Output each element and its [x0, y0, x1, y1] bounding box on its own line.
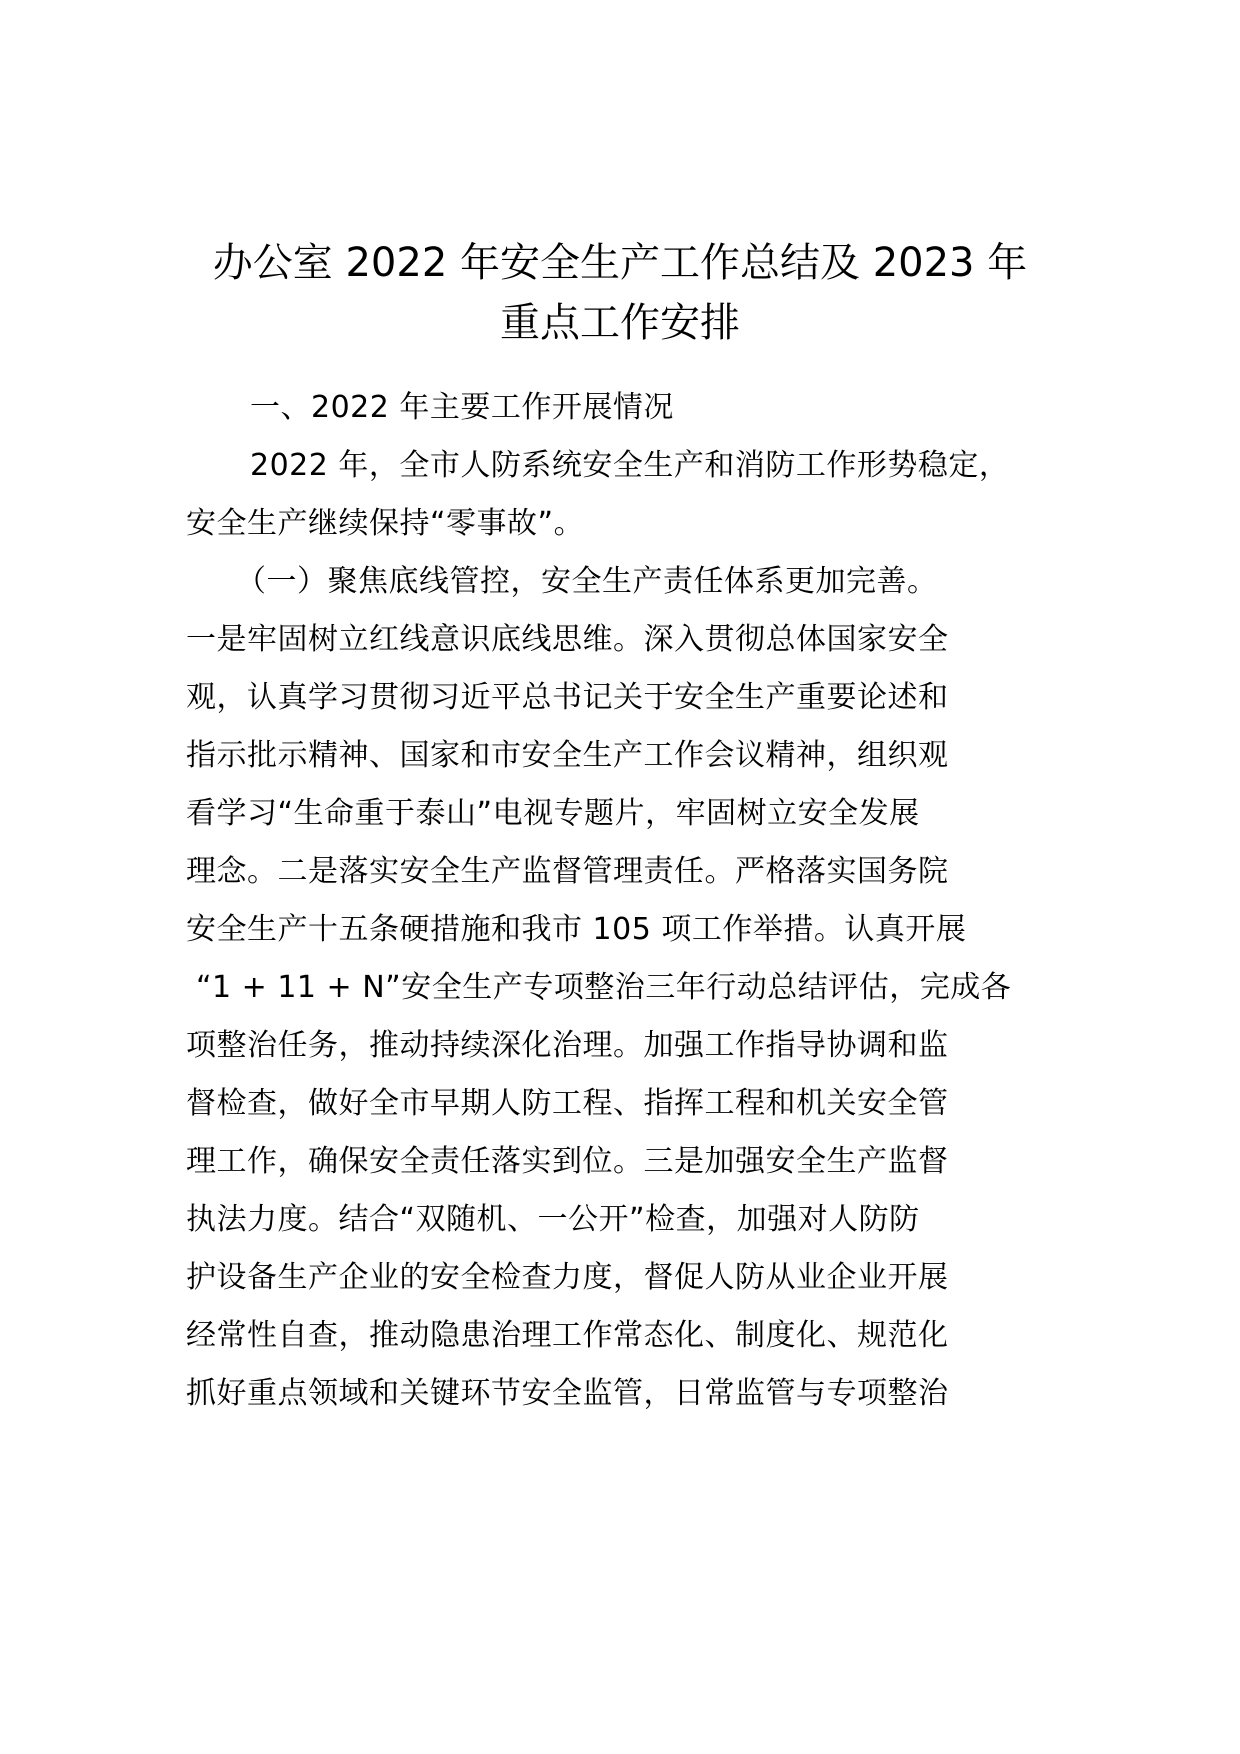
paragraph-line: 执法力度。结合“双随机、一公开”检查，加强对人防防	[186, 1202, 920, 1237]
paragraph-line: 一是牢固树立红线意识底线思维。深入贯彻总体国家安全	[186, 622, 949, 657]
title-line-1: 办公室 2022 年安全生产工作总结及 2023 年	[212, 240, 1028, 286]
paragraph-line: 理念。二是落实安全生产监督管理责任。严格落实国务院	[186, 854, 949, 889]
paragraph-line: 经常性自查，推动隐患治理工作常态化、制度化、规范化	[186, 1318, 949, 1353]
paragraph-line: 2022 年，全市人防系统安全生产和消防工作形势稳定，	[250, 448, 1010, 483]
paragraph-line: 安全生产十五条硬措施和我市 105 项工作举措。认真开展	[186, 912, 967, 947]
paragraph-line: 看学习“生命重于泰山”电视专题片，牢固树立安全发展	[186, 796, 920, 831]
subsection-heading: （一）聚焦底线管控，安全生产责任体系更加完善。	[236, 564, 938, 599]
paragraph-line: 安全生产继续保持“零事故”。	[186, 506, 585, 541]
paragraph-line: 督检查，做好全市早期人防工程、指挥工程和机关安全管	[186, 1086, 949, 1121]
paragraph-line: 项整治任务，推动持续深化治理。加强工作指导协调和监	[186, 1028, 949, 1063]
paragraph-line: 抓好重点领域和关键环节安全监管，日常监管与专项整治	[186, 1376, 949, 1411]
document-title	[150, 233, 1090, 353]
title-line-2: 重点工作安排	[500, 300, 740, 346]
paragraph-line: “1 + 11 + N”安全生产专项整治三年行动总结评估，完成各	[196, 970, 1012, 1005]
section-heading: 一、2022 年主要工作开展情况	[250, 390, 674, 425]
paragraph-line: 指示批示精神、国家和市安全生产工作会议精神，组织观	[186, 738, 949, 773]
paragraph-line: 护设备生产企业的安全检查力度，督促人防从业企业开展	[186, 1260, 949, 1295]
paragraph-line: 理工作，确保安全责任落实到位。三是加强安全生产监督	[186, 1144, 949, 1179]
paragraph-line: 观，认真学习贯彻习近平总书记关于安全生产重要论述和	[186, 680, 949, 715]
